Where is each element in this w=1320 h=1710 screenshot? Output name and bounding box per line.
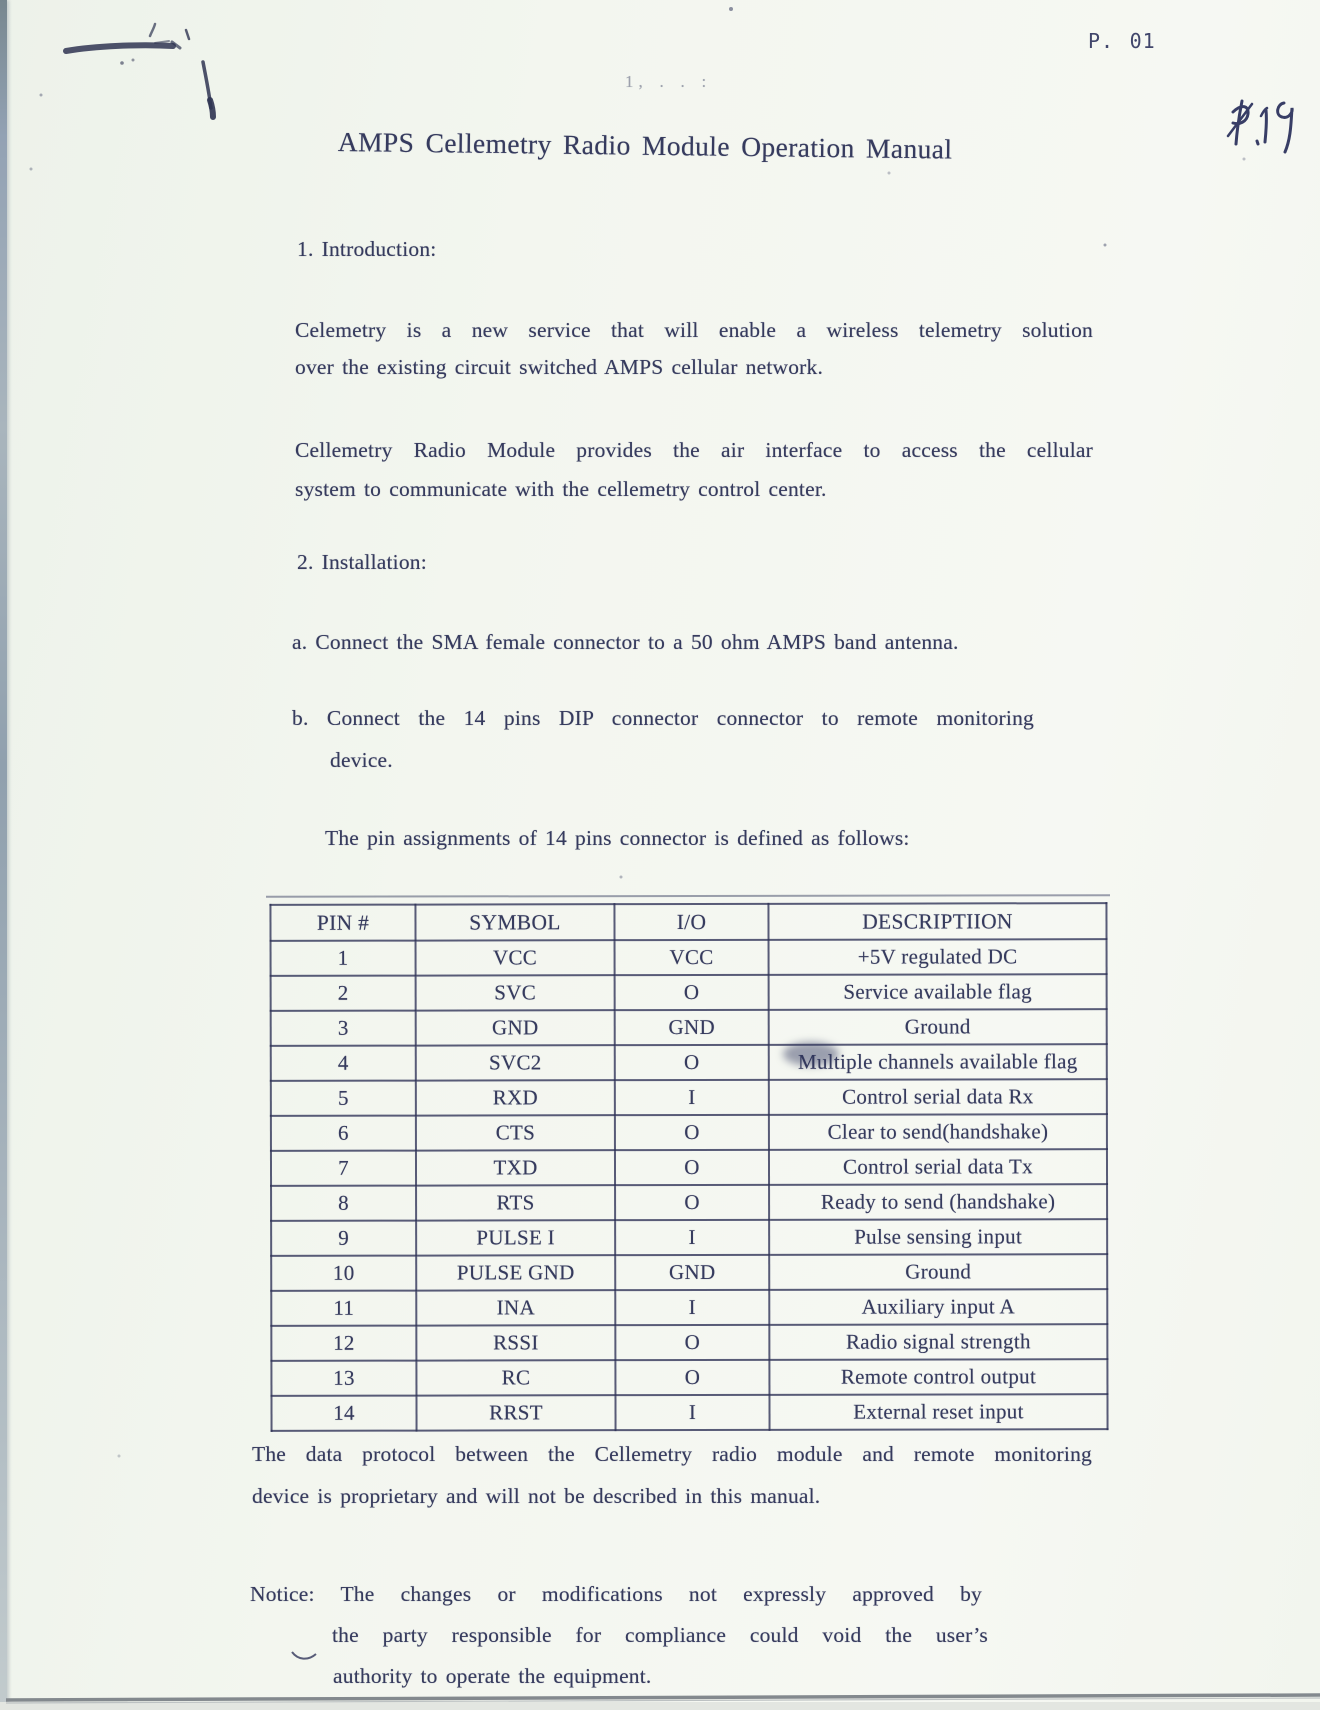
intro-paragraph-2-line-2: system to communicate with the cellemetry control center. [295, 477, 827, 501]
table-body [271, 939, 1108, 1431]
scan-bottom-edge [0, 1695, 1320, 1710]
table-cell: Ground [769, 1254, 1107, 1290]
faint-fax-marks: 1, . . : [625, 72, 712, 91]
installation-item-b-line-2: device. [330, 748, 393, 772]
column-header: I/O [614, 904, 768, 940]
table-cell: GND [416, 1010, 615, 1045]
installation-item-b-line-1: b. Connect the 14 pins DIP connector connector to remote monitoring [292, 706, 1034, 730]
table-cell: PULSE I [416, 1220, 615, 1255]
table-cell: Remote control output [769, 1359, 1107, 1395]
table-cell: 9 [271, 1221, 416, 1256]
pin-table-row [271, 1184, 1107, 1221]
table-cell: 6 [271, 1116, 416, 1151]
table-cell: 5 [271, 1081, 416, 1116]
party-pen-mark-icon [292, 1652, 316, 1659]
pin-table-row [271, 1079, 1107, 1116]
notice-line-2: the party responsible for compliance could void the user’s [332, 1623, 988, 1647]
pin-table-row [271, 939, 1107, 976]
notice-line-1: Notice: The changes or modifications not expressly approved by [250, 1582, 982, 1606]
table-cell: VCC [615, 940, 769, 975]
table-cell: I [615, 1220, 769, 1255]
table-header-row [270, 903, 1106, 941]
handwritten-note-icon [1228, 101, 1292, 152]
table-cell: 8 [271, 1186, 416, 1221]
table-cell: 2 [271, 976, 416, 1011]
table-cell: O [615, 1185, 769, 1220]
intro-paragraph-1-line-2: over the existing circuit switched AMPS cellular network. [295, 355, 824, 379]
pin-table-row [271, 1359, 1107, 1396]
table-cell: GND [615, 1255, 769, 1290]
table-cell: External reset input [769, 1394, 1107, 1430]
table-cell: 4 [271, 1046, 416, 1081]
pin-table-row [271, 1114, 1107, 1151]
fax-page-number: P. 01 [1088, 29, 1156, 53]
table-cell: Radio signal strength [769, 1324, 1107, 1360]
table-cell: Ground [769, 1009, 1107, 1045]
table-cell: 13 [271, 1361, 416, 1396]
table-cell: Multiple channels available flag [769, 1044, 1107, 1080]
table-cell: CTS [416, 1115, 615, 1150]
pin-table-row [271, 1149, 1107, 1186]
pin-assignment-table [269, 902, 1108, 1432]
table-cell: 10 [271, 1256, 416, 1291]
pin-table-row [271, 1324, 1107, 1361]
pin-table-row [271, 1219, 1107, 1256]
table-cell: GND [615, 1010, 769, 1045]
section-heading-installation: 2. Installation: [297, 550, 427, 574]
table-cell: RXD [416, 1080, 615, 1115]
table-cell: INA [416, 1290, 615, 1325]
intro-paragraph-1-line-1: Celemetry is a new service that will enable a wireless telemetry solution [295, 318, 1093, 342]
notice-line-3: authority to operate the equipment. [333, 1664, 652, 1688]
table-header [270, 903, 1106, 941]
table-cell: I [615, 1395, 769, 1430]
column-header: DESCRIPTIION [768, 903, 1106, 940]
column-header: SYMBOL [415, 904, 614, 940]
table-cell: 12 [271, 1326, 416, 1361]
table-cell: O [615, 1325, 769, 1360]
table-cell: 14 [271, 1396, 416, 1431]
pin-table-row [271, 1254, 1107, 1291]
table-cell: Ready to send (handshake) [769, 1184, 1107, 1220]
pin-table-row [271, 1289, 1107, 1326]
scan-noise-specks [0, 0, 2, 2]
table-cell: Clear to send(handshake) [769, 1114, 1107, 1150]
scan-ink-smudge [783, 1042, 839, 1066]
table-cell: SVC2 [416, 1045, 615, 1080]
table-cell: TXD [416, 1150, 615, 1185]
table-cell: O [615, 1360, 769, 1395]
table-cell: RC [416, 1360, 615, 1395]
table-cell: VCC [416, 940, 615, 975]
table-cell: O [615, 1150, 769, 1185]
table-cell: Service available flag [769, 974, 1107, 1010]
protocol-note-line-1: The data protocol between the Cellemetry radio module and remote monitoring [252, 1442, 1092, 1466]
table-cell: O [615, 1045, 769, 1080]
pin-table-row [271, 1009, 1107, 1046]
intro-paragraph-2-line-1: Cellemetry Radio Module provides the air interface to access the cellular [295, 438, 1093, 462]
pin-assignments-intro: The pin assignments of 14 pins connector is defined as follows: [325, 826, 910, 850]
table-cell: I [615, 1080, 769, 1115]
table-cell: Control serial data Tx [769, 1149, 1107, 1185]
table-cell: 3 [271, 1011, 416, 1046]
table-cell: RTS [416, 1185, 615, 1220]
table-cell: Auxiliary input A [769, 1289, 1107, 1325]
table-cell: O [615, 1115, 769, 1150]
pen-scribble-icon [66, 24, 213, 117]
pin-table-row [271, 1044, 1107, 1081]
table-cell: 7 [271, 1151, 416, 1186]
table-cell: RRST [416, 1395, 615, 1430]
table-cell: Pulse sensing input [769, 1219, 1107, 1255]
section-heading-introduction: 1. Introduction: [297, 237, 437, 261]
pin-table-row [271, 974, 1107, 1011]
table-cell: 1 [271, 941, 416, 976]
scan-left-edge [0, 0, 7, 1710]
table-cell: 11 [271, 1291, 416, 1326]
table-cell: SVC [416, 975, 615, 1010]
table-extra-topline [266, 894, 1110, 897]
installation-item-a: a. Connect the SMA female connector to a 50 ohm AMPS band antenna. [292, 630, 959, 654]
page-title: AMPS Cellemetry Radio Module Operation Manual [337, 126, 953, 165]
pin-table-row [271, 1394, 1107, 1431]
table-cell: I [615, 1290, 769, 1325]
table-cell: +5V regulated DC [769, 939, 1107, 975]
table-cell: Control serial data Rx [769, 1079, 1107, 1115]
table-cell: PULSE GND [416, 1255, 615, 1290]
table-cell: O [615, 975, 769, 1010]
protocol-note-line-2: device is proprietary and will not be described in this manual. [252, 1484, 821, 1508]
table-cell: RSSI [416, 1325, 615, 1360]
column-header: PIN # [270, 905, 415, 941]
